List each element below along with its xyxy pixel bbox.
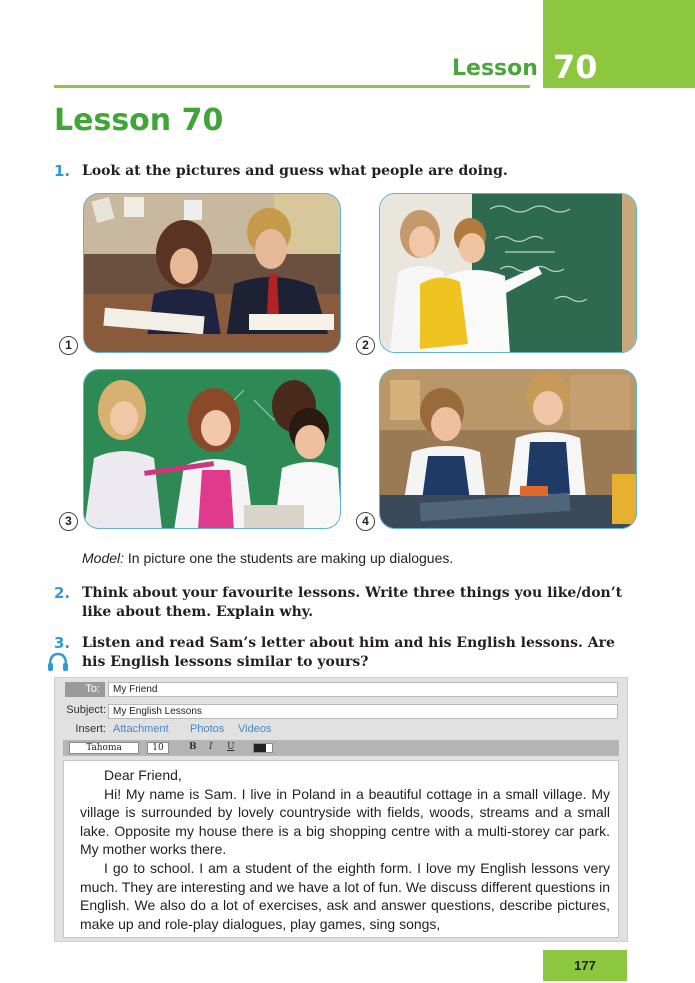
to-field[interactable]: My Friend [108,682,618,697]
header-rule [54,85,530,88]
page-number: 177 [543,950,627,981]
letter-body[interactable] [63,760,619,938]
letter-paragraph-2: I go to school. I am a student of the eighth form. I love my English lessons very much. They are interesting and we have a lot of fun. We discuss different questions in English. We also do a lot of exercises, ask and answer questions, describe pictures, make up and role-play dialogues, play games, sing songs, [80,859,610,932]
model-text: In picture one the students are making up dialogues. [124,550,454,566]
picture-3-students-chemistry [83,369,341,529]
picture-2-number: 2 [356,336,375,355]
task-2-number: 2. [54,584,71,602]
italic-button[interactable]: I [209,742,213,752]
letter-paragraph-1: Hi! My name is Sam. I live in Poland in a beautiful cottage in a small village. My village is surrounded by lovely countryside with fields, woods, streams and a small lake. Opposite my house there is a big shopping centre with a multi-storey car park. My mother works there. [80,785,610,858]
header-lesson-number: 70 [553,48,598,86]
letter-greeting: Dear Friend, [104,767,182,783]
insert-videos-link[interactable]: Videos [238,723,272,735]
header-lesson-label: Lesson [452,56,538,81]
bold-button[interactable]: B [189,742,197,752]
font-family-select[interactable]: Tahoma [69,742,139,754]
picture-3-number: 3 [59,512,78,531]
task-3-text: Listen and read Sam’s letter about him and his English lessons. Are his English lessons similar to yours? [82,635,615,670]
picture-1-students-reading [83,193,341,353]
insert-attachment-link[interactable]: Attachment [113,723,169,735]
underline-button[interactable]: U [227,742,235,752]
page-title: Lesson 70 [54,103,224,138]
formatting-toolbar [63,740,619,756]
model-sentence [82,550,453,566]
text-color-picker[interactable] [253,743,273,753]
email-window [54,677,628,942]
text-color-swatch [254,744,266,752]
insert-photos-link[interactable]: Photos [190,723,225,735]
picture-2-students-blackboard [379,193,637,353]
picture-1-number: 1 [59,336,78,355]
task-3-number: 3. [54,634,71,652]
task-2-text: Think about your favourite lessons. Write three things you like/don’t like about them. Explain why. [82,585,623,620]
insert-label: Insert: [75,723,106,735]
task-1-text: Look at the pictures and guess what people are doing. [82,163,508,179]
headphones-icon [47,652,69,672]
subject-label: Subject: [66,704,106,716]
picture-4-number: 4 [356,512,375,531]
task-1-number: 1. [54,162,71,180]
model-label: Model: [82,550,125,566]
subject-field[interactable]: My English Lessons [108,704,618,719]
picture-4-students-workshop [379,369,637,529]
font-size-select[interactable]: 10 [147,742,169,754]
to-button[interactable]: To: [65,682,105,697]
